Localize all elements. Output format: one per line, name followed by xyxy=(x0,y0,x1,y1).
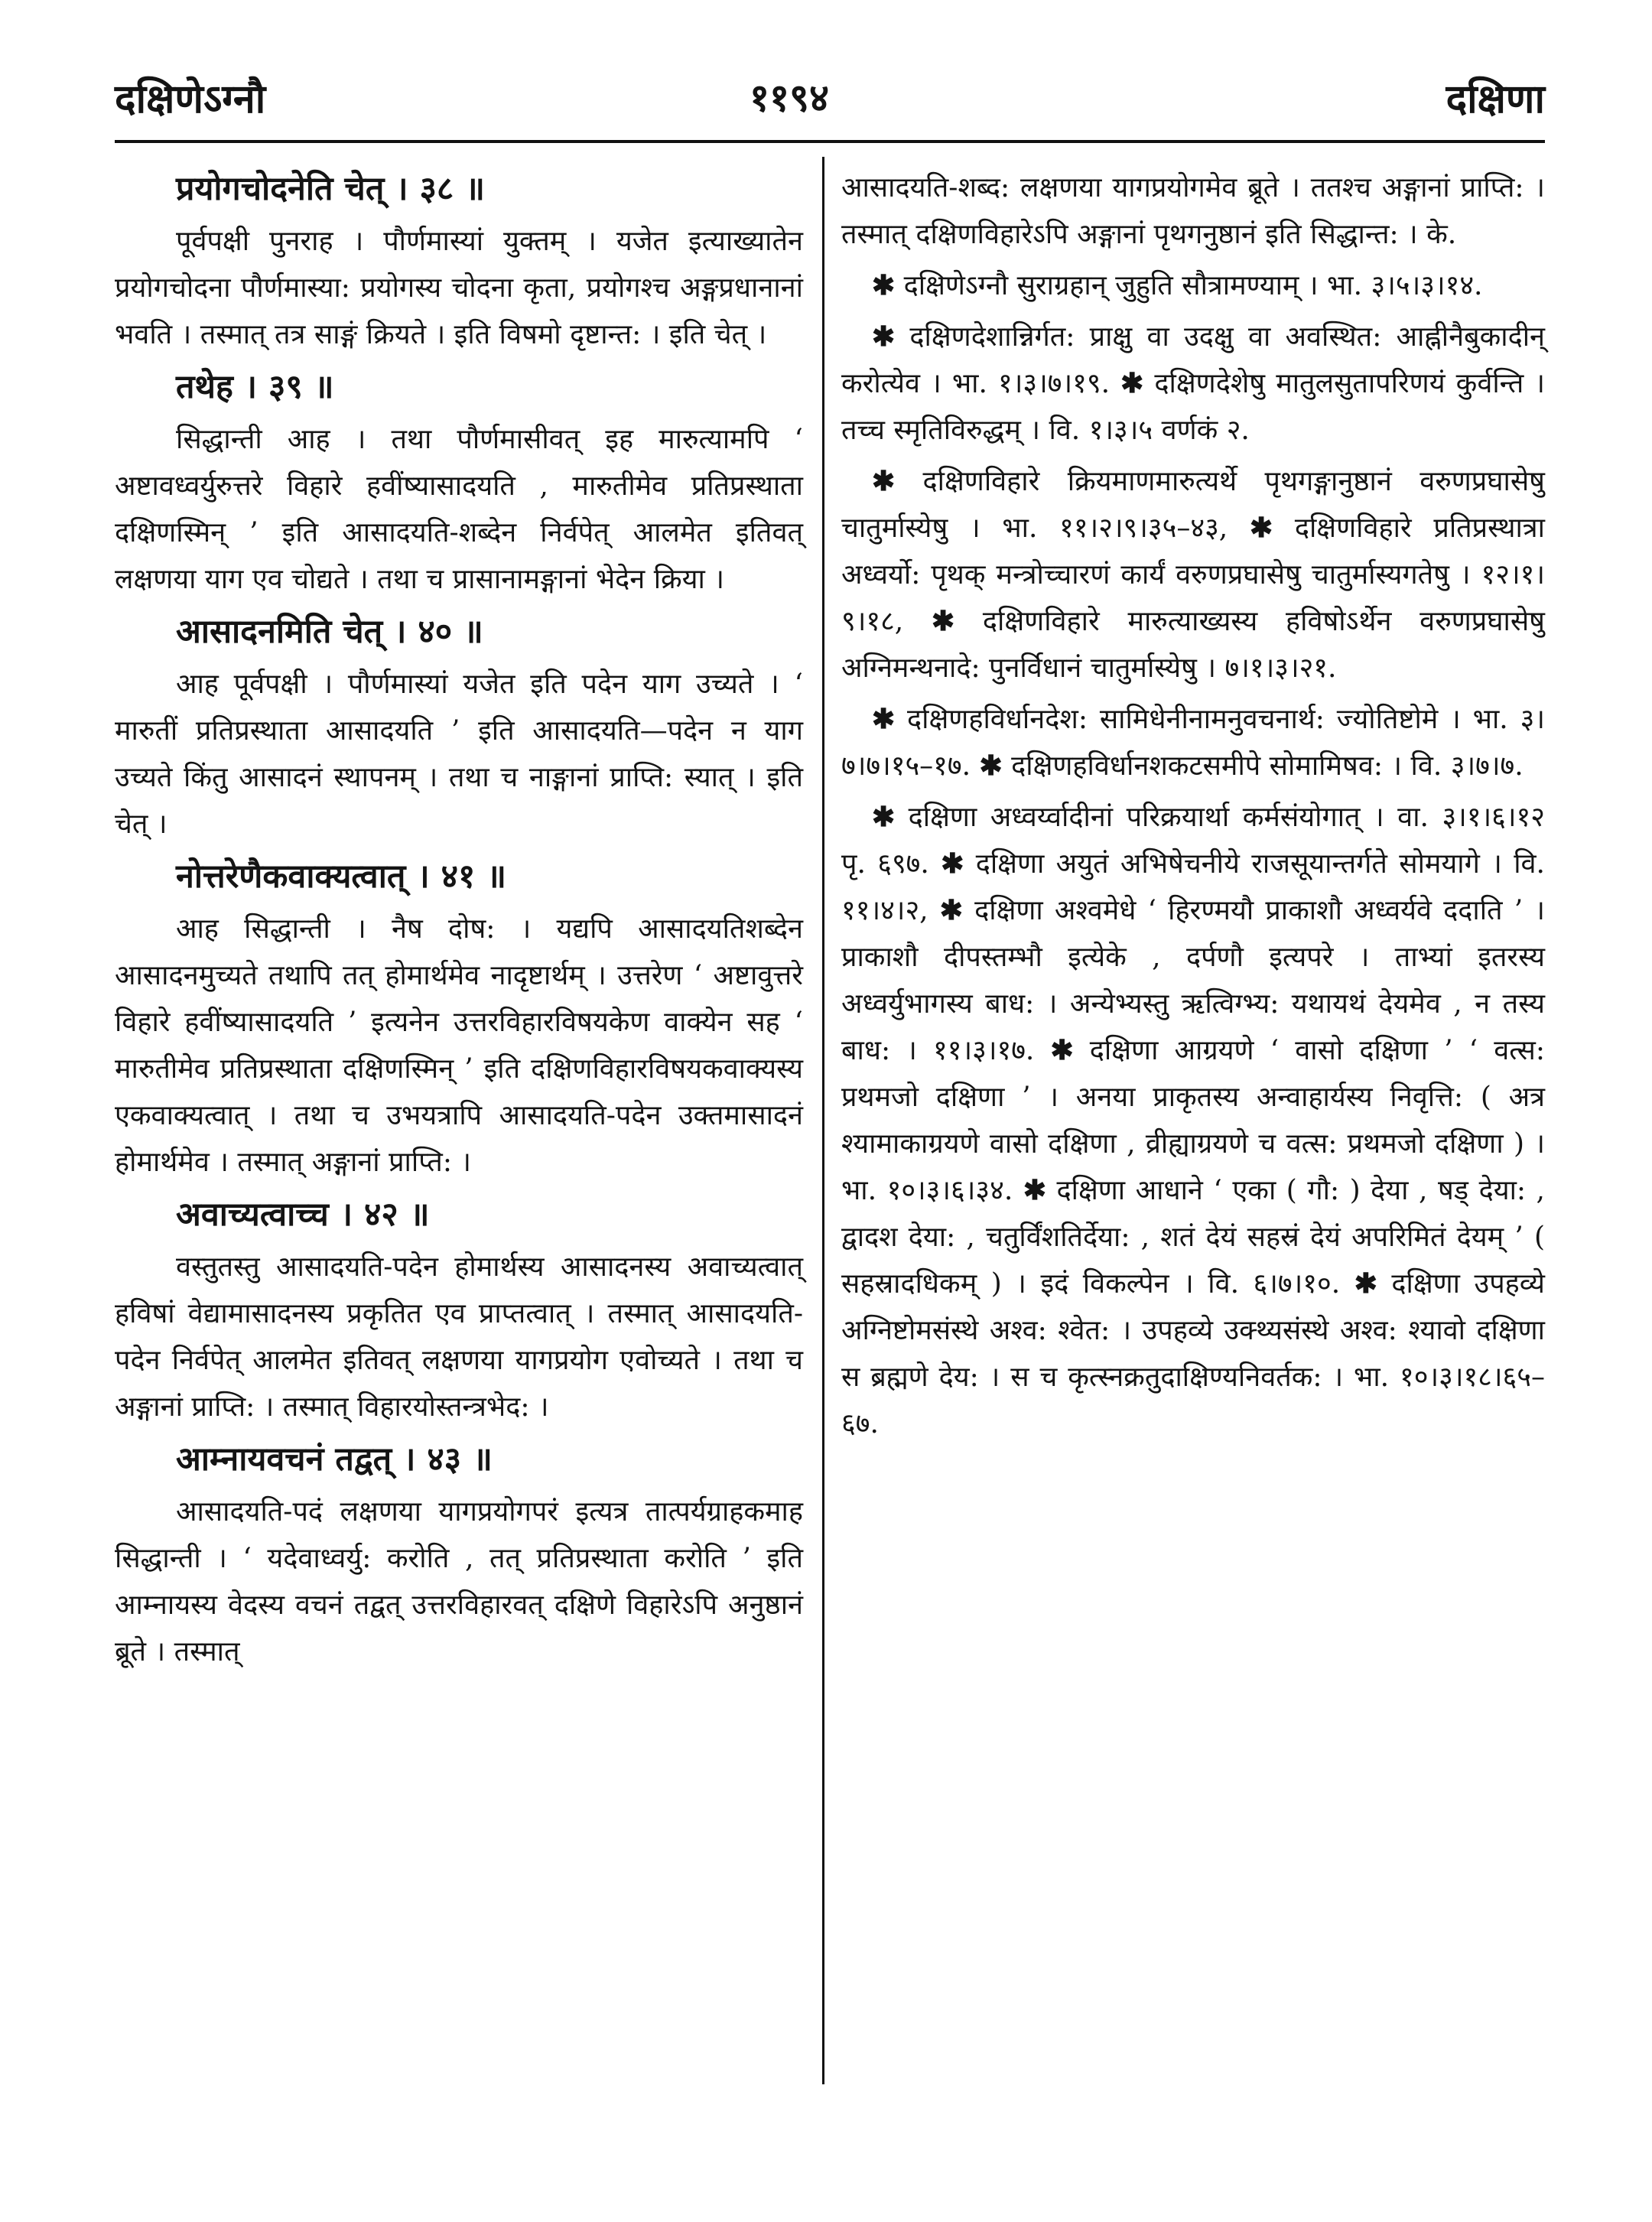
entry-text: दक्षिणेऽग्नौ सुराग्रहान् जुहुति सौत्रामण्याम् । भा. ३।५।३।१४. xyxy=(903,270,1483,301)
commentary-paragraph: वस्तुतस्तु आसादयति-पदेन होमार्थस्य आसादनस्य अवाच्यत्वात् हविषां वेद्यामासादनस्य प्रकृतित एव प्राप्तत्वात् । तस्मात् आसादयति-पदेन निर्वपेत् आलमेत इतिवत् लक्षणया यागप्रयोग एवोच्यते । तथा च अङ्गानां प्राप्ति: । तस्मात् विहारयोस्तन्त्रभेद: । xyxy=(115,1251,803,1423)
entry-marker-icon: ✱ xyxy=(939,894,963,926)
entry-marker-icon: ✱ xyxy=(872,801,896,833)
entry-marker-icon: ✱ xyxy=(872,465,896,497)
entry-text: दक्षिणा आग्रयणे ‘ वासो दक्षिणा ’ ‘ वत्स: प्रथमजो दक्षिणा ’ । अनया प्राकृतस्य अन्वाहार्यस्य निवृत्ति: ( अत्र श्यामाकाग्रयणे वासो दक्षिणा , व्रीह्याग्रयणे च वत्स: प्रथमजो दक्षिणा ) । भा. १०।३।६।३४. xyxy=(841,1035,1545,1206)
sutra-heading: आसादनमिति चेत् । ४० ॥ xyxy=(176,613,483,651)
sutra-heading: आम्नायवचनं तद्वत् । ४३ ॥ xyxy=(176,1440,493,1479)
entry-text: दक्षिणा अयुतं अभिषेचनीये राजसूयान्तर्गते सोमयागे । वि. ११।४।२, xyxy=(841,848,1545,926)
sutra-heading: अवाच्यत्वाच्च । ४२ ॥ xyxy=(176,1196,430,1234)
dictionary-entry xyxy=(841,458,1545,691)
entry-text: दक्षिणदेशेषु मातुलसुतापरिणयं कुर्वन्ति । तच्च स्मृतिविरुद्धम् । वि. १।३।५ वर्णकं २. xyxy=(841,368,1546,446)
column-divider xyxy=(822,157,824,2084)
header-left-word: दक्षिणेऽग्नौ xyxy=(115,76,266,122)
entry-marker-icon: ✱ xyxy=(1023,1174,1046,1206)
entry-marker-icon: ✱ xyxy=(1354,1267,1377,1300)
commentary-paragraph: आह पूर्वपक्षी । पौर्णमास्यां यजेत इति पदेन याग उच्यते । ‘ मारुतीं प्रतिप्रस्थाता आसादयति ’ इति आसादयति—पदेन न याग उच्यते किंतु आसादनं स्थापनम् । तथा च नाङ्गानां प्राप्ति: स्यात् । इति चेत् । xyxy=(115,669,803,840)
dictionary-entry xyxy=(841,262,1545,309)
entry-text: दक्षिणा उपहव्ये अग्निष्टोमसंस्थे अश्व: श्वेत: । उपहव्ये उक्थ्यसंस्थे अश्व: श्यावो दक्षिणा स ब्रह्मणे देय: । स च कृत्स्नक्रतुदाक्षिण्यनिवर्तक: । भा. १०।३।१८।६५–६७. xyxy=(841,1268,1545,1440)
commentary-paragraph: पूर्वपक्षी पुनराह । पौर्णमास्यां युक्तम् । यजेत इत्याख्यातेन प्रयोगचोदना पौर्णमास्या: प्रयोगस्य चोदना कृता, प्रयोगश्च अङ्गप्रधानानां भवति । तस्मात् तत्र साङ्गं क्रियते । इति विषमो दृष्टान्त: । इति चेत् । xyxy=(115,226,803,350)
entry-marker-icon: ✱ xyxy=(979,750,1003,782)
entry-marker-icon: ✱ xyxy=(872,703,896,735)
entry-marker-icon: ✱ xyxy=(872,269,896,301)
entry-marker-icon: ✱ xyxy=(1120,367,1144,399)
entry-text: दक्षिणदेशान्निर्गत: प्राक्षु वा उदक्षु वा अवस्थित: आह्नीनैबुकादीन् करोत्येव । भा. १।३।७।१९. xyxy=(841,321,1545,399)
entry-text: दक्षिणा आधाने ‘ एका ( गौ: ) देया , षड् देया: , द्वादश देया: , चतुर्विंशतिर्देया: , शतं देयं सहस्रं देयं अपरिमितं देयम् ’ ( सहस्रादधिकम् ) । इदं विकल्पेन । वि. ६।७।१०. xyxy=(841,1175,1545,1300)
entry-text: दक्षिणहविर्धानशकटसमीपे सोमामिषव: । वि. ३।७।७. xyxy=(1011,750,1524,782)
left-column xyxy=(115,164,803,1680)
entry-text: दक्षिणविहारे प्रतिप्रस्थात्रा अध्वर्यो: पृथक् मन्त्रोच्चारणं कार्यं वरुणप्रघासेषु चातुर्मास्यगतेषु । १२।१।९।१८, xyxy=(841,512,1545,637)
commentary-paragraph: सिद्धान्ती आह । तथा पौर्णमासीवत् इह मारुत्यामपि ‘ अष्टावध्वर्युरुत्तरे विहारे हवींष्यासादयति , मारुतीमेव प्रतिप्रस्थाता दक्षिणस्मिन् ’ इति आसादयति-शब्देन निर्वपेत् आलमेत इतिवत् लक्षणया याग एव चोद्यते । तथा च प्रासानामङ्गानां भेदेन क्रिया । xyxy=(115,424,803,595)
sutra-heading: तथेह । ३९ ॥ xyxy=(176,368,334,406)
entry-marker-icon: ✱ xyxy=(932,605,955,637)
dictionary-entry xyxy=(841,794,1545,1447)
page-header xyxy=(115,70,1545,139)
entry-text: दक्षिणविहारे क्रियमाणमारुत्यर्थे पृथगङ्गानुष्ठानं वरुणप्रघासेषु चातुर्मास्येषु । भा. ११।२।९।३५–४३, xyxy=(841,466,1545,544)
sutra-heading: प्रयोगचोदनेति चेत् । ३८ ॥ xyxy=(176,170,486,208)
entry-text: दक्षिणहविर्धानदेश: सामिधेनीनामनुवचनार्थ: ज्योतिष्टोमे । भा. ३।७।७।१५–१७. xyxy=(841,704,1545,782)
entry-marker-icon: ✱ xyxy=(1249,512,1273,544)
entry-marker-icon: ✱ xyxy=(872,320,896,353)
header-right-word: दक्षिणा xyxy=(1446,76,1545,122)
commentary-paragraph: आसादयति-पदं लक्षणया यागप्रयोगपरं इत्यत्र तात्पर्यग्राहकमाह सिद्धान्ती । ‘ यदेवाध्वर्यु: करोति , तत् प्रतिप्रस्थाता करोति ’ इति आम्नायस्य वेदस्य वचनं तद्वत् उत्तरविहारवत् दक्षिणे विहारेऽपि अनुष्ठानं ब्रूते । तस्मात् xyxy=(115,1496,803,1667)
dictionary-entry xyxy=(841,696,1545,789)
right-column xyxy=(841,164,1545,1452)
entry-marker-icon: ✱ xyxy=(1050,1034,1074,1066)
dictionary-entry xyxy=(841,314,1545,454)
entry-marker-icon: ✱ xyxy=(941,847,964,880)
entry-text: दक्षिणा अश्वमेधे ‘ हिरण्मयौ प्राकाशौ अध्वर्यवे ददाति ’ । प्राकाशौ दीपस्तम्भौ इत्येके , दर्पणौ इत्यपरे । ताभ्यां इतरस्य अध्वर्युभागस्य बाध: । अन्येभ्यस्तु ऋत्विग्भ्य: यथायथं देयमेव , न तस्य बाध: । ११।३।१७. xyxy=(841,895,1545,1066)
sutra-heading: नोत्तरेणैकवाक्यत्वात् । ४१ ॥ xyxy=(176,857,507,896)
continued-paragraph: आसादयति-शब्द: लक्षणया यागप्रयोगमेव ब्रूते । ततश्च अङ्गानां प्राप्ति: । तस्मात् दक्षिणविहारेऽपि अङ्गानां पृथगनुष्ठानं इति सिद्धान्त: । के. xyxy=(841,172,1545,250)
entry-text: दक्षिणविहारे मारुत्याख्यस्य हविषोऽर्थेन वरुणप्रघासेषु अग्निमन्थनादे: पुनर्विधानं चातुर्मास्येषु । ७।१।३।२१. xyxy=(841,606,1545,684)
header-rule xyxy=(115,140,1545,143)
entry-text: दक्षिणा अध्वर्य्वादीनां परिक्रयार्था कर्मसंयोगात् । वा. ३।१।६।१२ पृ. ६९७. xyxy=(841,802,1545,880)
commentary-paragraph: आह सिद्धान्ती । नैष दोष: । यद्यपि आसादयतिशब्देन आसादनमुच्यते तथापि तत् होमार्थमेव नादृष्टार्थम् । उत्तरेण ‘ अष्टावुत्तरे विहारे हवींष्यासादयति ’ इत्यनेन उत्तरविहारविषयकेण वाक्येन सह ‘ मारुतीमेव प्रतिप्रस्थाता दक्षिणस्मिन् ’ इति दक्षिणविहारविषयकवाक्यस्य एकवाक्यत्वात् । तथा च उभयत्रापि आसादयति-पदेन उक्तमासादनं होमार्थमेव । तस्मात् अङ्गानां प्राप्ति: । xyxy=(115,913,803,1178)
page-number: ११९४ xyxy=(750,75,829,120)
